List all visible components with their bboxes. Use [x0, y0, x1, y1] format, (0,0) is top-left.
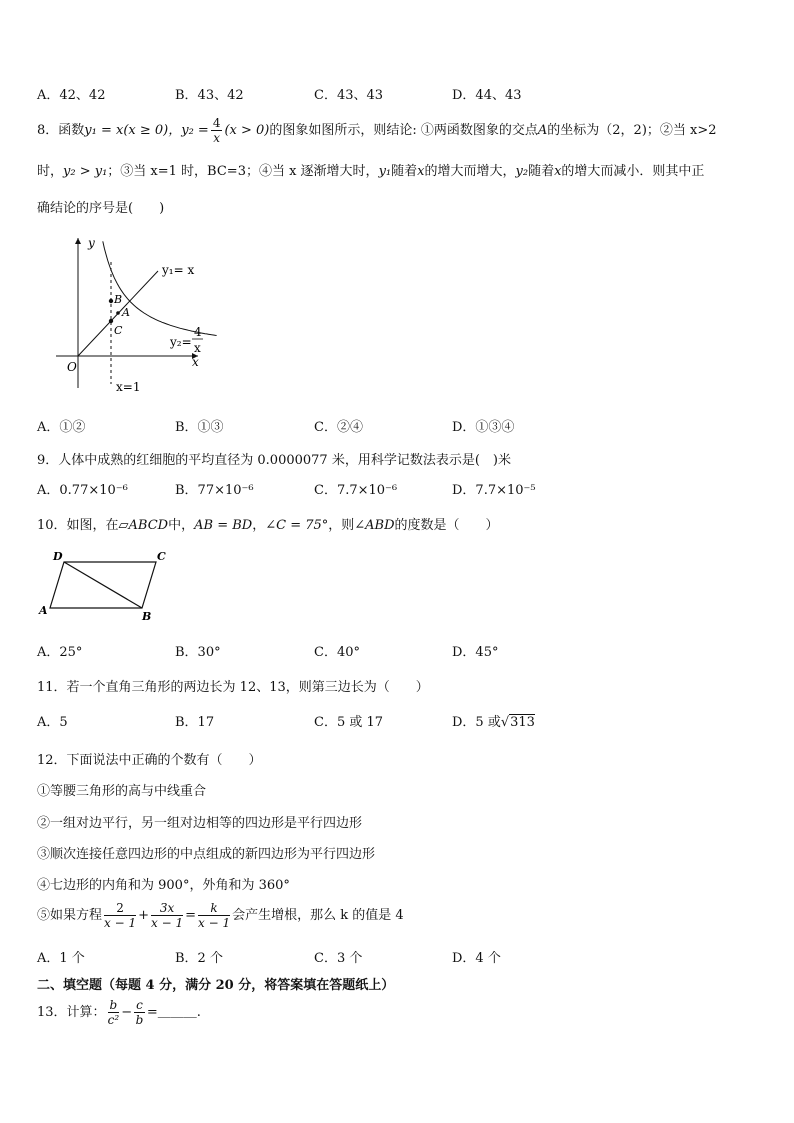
q8-line-1: 8．函数y₁ = x(x ≥ 0)，y₂ = $\frac{4}{x}$ (x > 0)的图象如图所示，则结论: ①两函数图象的交点A的坐标为（2，2)；②当 x>2 [37, 116, 717, 145]
label-y-axis: y [88, 236, 95, 250]
q12-option-d: D．4 个 [452, 951, 501, 966]
q12-item-5: ⑤如果方程 $\frac{2}{x - 1}$ + $\frac{3x}{x - 1}$ = $\frac{k}{x - 1}$ 会产生增根，那么 k 的值是 4 [37, 901, 404, 930]
label-y2-numerator: 4 [194, 325, 202, 339]
q10-option-d: D．45° [452, 645, 499, 660]
q8-option-b: B．①③ [175, 420, 224, 435]
q8-functions: y₁ = x(x ≥ 0)，y₂ = [84, 123, 209, 138]
label-a: A [39, 604, 48, 617]
q12-option-c: C．3 个 [314, 951, 363, 966]
q12-option-a: A．1 个 [37, 951, 85, 966]
q10-option-a: A．25° [37, 645, 83, 660]
q13-stem: 13．计算： $\frac{b}{\text{c²}}$ − $\frac{c}{b}$ =＿＿＿. [37, 998, 201, 1027]
label-c: C [157, 550, 166, 563]
q12-frac-2: $\frac{3x}{x - 1}$ [151, 901, 184, 930]
sqrt-radicand: 313 [510, 715, 535, 730]
q9-option-a: A．0.77×10⁻⁶ [37, 483, 128, 498]
sqrt-sign: √ [500, 715, 510, 730]
q12-item-1: ①等腰三角形的高与中线重合 [37, 784, 207, 799]
q8-number: 8． [37, 123, 59, 138]
q12-stem: 12．下面说法中正确的个数有（ ） [37, 753, 262, 768]
point-b [109, 299, 113, 303]
q13-answer-blank: =＿＿＿. [146, 1005, 201, 1020]
label-c: C [114, 324, 123, 337]
q12-option-b: B．2 个 [175, 951, 223, 966]
q8-line-2: 时，y₂ > y₁；③当 x=1 时，BC=3；④当 x 逐渐增大时，y₁随着x的增大而增大，y₂随着x的增大而减小．则其中正 [37, 164, 705, 179]
q7-option-a: A．42、42 [37, 88, 106, 103]
label-b: B [114, 293, 123, 306]
label-a: A [122, 306, 130, 319]
q10-stem: 10．如图，在▱ABCD中，AB = BD，∠C = 75°，则∠ABD的度数是（ ） [37, 518, 499, 533]
label-y1: y₁= x [162, 263, 195, 277]
q8-prefix: 函数 [58, 123, 85, 138]
q11-stem: 11．若一个直角三角形的两边长为 12、13，则第三边长为（ ） [37, 680, 429, 695]
q10-option-b: B．30° [175, 645, 221, 660]
curve-y2 [103, 241, 217, 335]
q11-option-a: A．5 [37, 715, 68, 730]
q8-line-3: 确结论的序号是( ) [37, 201, 165, 216]
q7-option-b: B．43、42 [175, 88, 244, 103]
q9-option-c: C．7.7×10⁻⁶ [314, 483, 398, 498]
point-c [109, 319, 113, 323]
label-origin: O [67, 360, 77, 374]
point-a [116, 311, 120, 315]
q12-item-2: ②一组对边平行，另一组对边相等的四边形是平行四边形 [37, 816, 363, 831]
label-y2: y₂= [170, 335, 192, 349]
q7-option-c: C．43、43 [314, 88, 384, 103]
q8-option-c: C．②④ [314, 420, 363, 435]
q11-option-d: D．5 或√313 [452, 715, 535, 730]
label-y2-denominator: x [194, 341, 201, 355]
q8-cond: (x > 0) [224, 123, 270, 138]
q10-option-c: C．40° [314, 645, 360, 660]
q12-item-4: ④七边形的内角和为 900°，外角和为 360° [37, 878, 290, 893]
diagonal-bd [64, 562, 142, 608]
q8-frac-4-over-x: $\frac{4}{x}$ [212, 116, 221, 145]
q12-frac-1: $\frac{2}{x - 1}$ [104, 901, 137, 930]
label-x-equals-1: x=1 [116, 380, 141, 394]
q10-parallelogram-figure [36, 548, 176, 624]
q11-option-c: C．5 或 17 [314, 715, 384, 730]
q8-option-a: A．①② [37, 420, 86, 435]
q13-frac-1: $\frac{b}{\text{c²}}$ [107, 998, 120, 1027]
q9-option-d: D．7.7×10⁻⁵ [452, 483, 536, 498]
q7-option-d: D．44、43 [452, 88, 522, 103]
label-b: B [142, 610, 152, 623]
q8-function-graph [50, 228, 220, 398]
q8-option-d: D．①③④ [452, 420, 515, 435]
q13-frac-2: $\frac{c}{b}$ [135, 998, 144, 1027]
section-2-title: 二、填空题（每题 4 分，满分 20 分，将答案填在答题纸上） [37, 978, 395, 993]
q8-tail: 的坐标为（2，2)；②当 x>2 [547, 123, 717, 138]
label-x-axis: x [192, 355, 199, 369]
q8-rest: 的图象如图所示，则结论: ①两函数图象的交点 [269, 123, 538, 138]
q9-stem: 9．人体中成熟的红细胞的平均直径为 0.0000077 米，用科学记数法表示是( )米 [37, 453, 511, 468]
q12-item-3: ③顺次连接任意四边形的中点组成的新四边形为平行四边形 [37, 847, 376, 862]
q11-option-b: B．17 [175, 715, 215, 730]
label-d: D [53, 550, 63, 563]
q12-frac-3: $\frac{k}{x - 1}$ [198, 901, 231, 930]
q9-option-b: B．77×10⁻⁶ [175, 483, 254, 498]
